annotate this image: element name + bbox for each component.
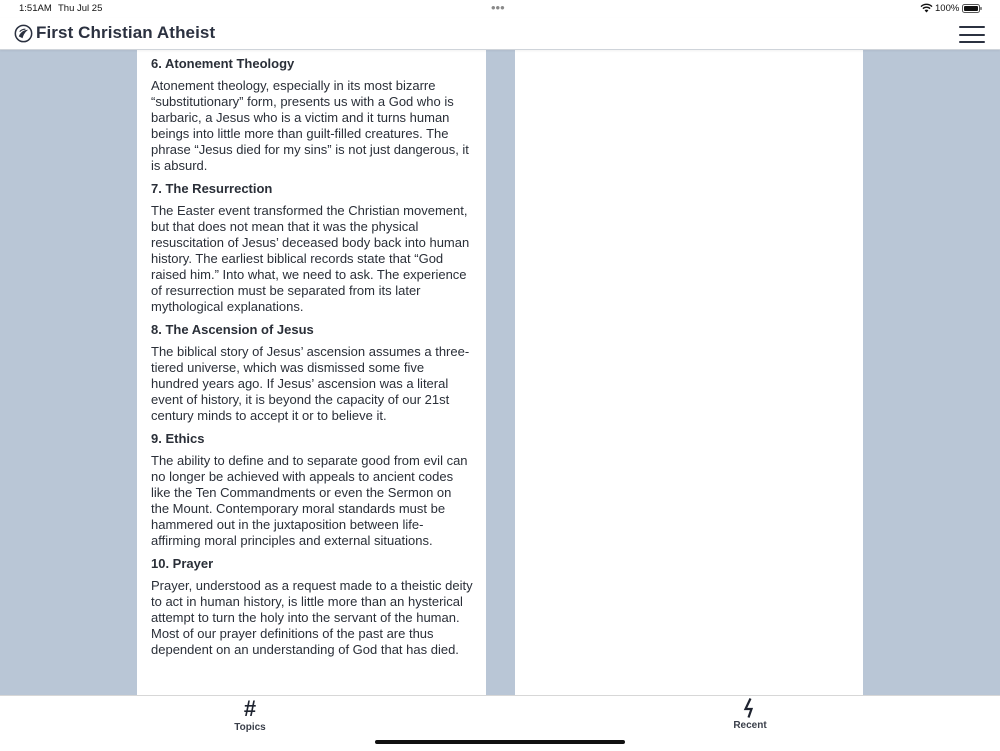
article xyxy=(151,55,473,664)
content-panel-right[interactable] xyxy=(515,50,863,695)
section-body: The Easter event transformed the Christian movement, but that does not mean that it was the physical resuscitation of Jesus’ deceased body back into human history. The earliest biblical records state that “God raised him.” Into what, we need to ask. The experience of resurrection must be separated from its later mythological explanations. xyxy=(151,203,470,314)
section-body: The ability to define and to separate good from evil can no longer be achieved with appeals to ancient codes like the Ten Commandments or even the Sermon on the Mount. Contemporary moral standards must be hammered out in the juxtaposition between life-affirming moral principles and external situations. xyxy=(151,453,468,548)
hash-icon: # xyxy=(243,696,257,721)
tab-recent-label: Recent xyxy=(733,720,767,731)
home-indicator[interactable] xyxy=(375,740,625,744)
tab-topics[interactable] xyxy=(190,698,310,738)
section-ethics xyxy=(151,430,473,549)
menu-icon-line xyxy=(959,41,985,43)
menu-button[interactable] xyxy=(959,25,985,44)
main-content xyxy=(0,50,1000,695)
section-body: Atonement theology, especially in its most bizarre “substitutionary” form, presents us with a God who is barbaric, a Jesus who is a victim and it turns human beings into little more than guilt-filled creatures. The phrase “Jesus died for my sins” is not just dangerous, it is absurd. xyxy=(151,78,469,173)
battery-percent: 100% xyxy=(935,3,960,14)
section-prayer xyxy=(151,555,473,658)
battery-icon xyxy=(962,4,982,13)
section-heading: 10. Prayer xyxy=(151,556,214,571)
section-body: Prayer, understood as a request made to a theistic deity to act in human history, is little more than an hysterical attempt to turn the holy into the servant of the human. Most of our prayer definitions of the past are thus dependent on an understanding of God that has died. xyxy=(151,578,473,657)
app-header xyxy=(0,18,1000,50)
tab-topics-label: Topics xyxy=(234,722,266,733)
status-time: 1:51AM xyxy=(19,3,52,14)
content-panel-left[interactable] xyxy=(137,50,486,695)
app-title[interactable]: First Christian Atheist xyxy=(36,23,216,42)
menu-icon-line xyxy=(959,26,985,28)
bolt-icon xyxy=(743,698,757,718)
section-heading: 7. The Resurrection xyxy=(151,181,273,196)
multitasking-dots-icon[interactable]: ••• xyxy=(491,0,505,15)
section-heading: 9. Ethics xyxy=(151,431,205,446)
wifi-icon xyxy=(920,3,933,13)
section-resurrection xyxy=(151,180,473,315)
section-atonement xyxy=(151,55,473,174)
section-heading: 6. Atonement Theology xyxy=(151,56,295,71)
section-ascension xyxy=(151,321,473,424)
section-body: The biblical story of Jesus’ ascension assumes a three-tiered universe, which was dismissed some five hundred years ago. If Jesus’ ascension was a literal event of history, it is beyond the capacity of our 21st century minds to accept it or to believe it. xyxy=(151,344,470,423)
status-bar xyxy=(0,0,1000,18)
status-date: Thu Jul 25 xyxy=(58,3,103,14)
menu-icon-line xyxy=(959,34,985,36)
tab-recent[interactable] xyxy=(690,698,810,738)
section-heading: 8. The Ascension of Jesus xyxy=(151,322,314,337)
logo-icon[interactable] xyxy=(14,24,33,43)
